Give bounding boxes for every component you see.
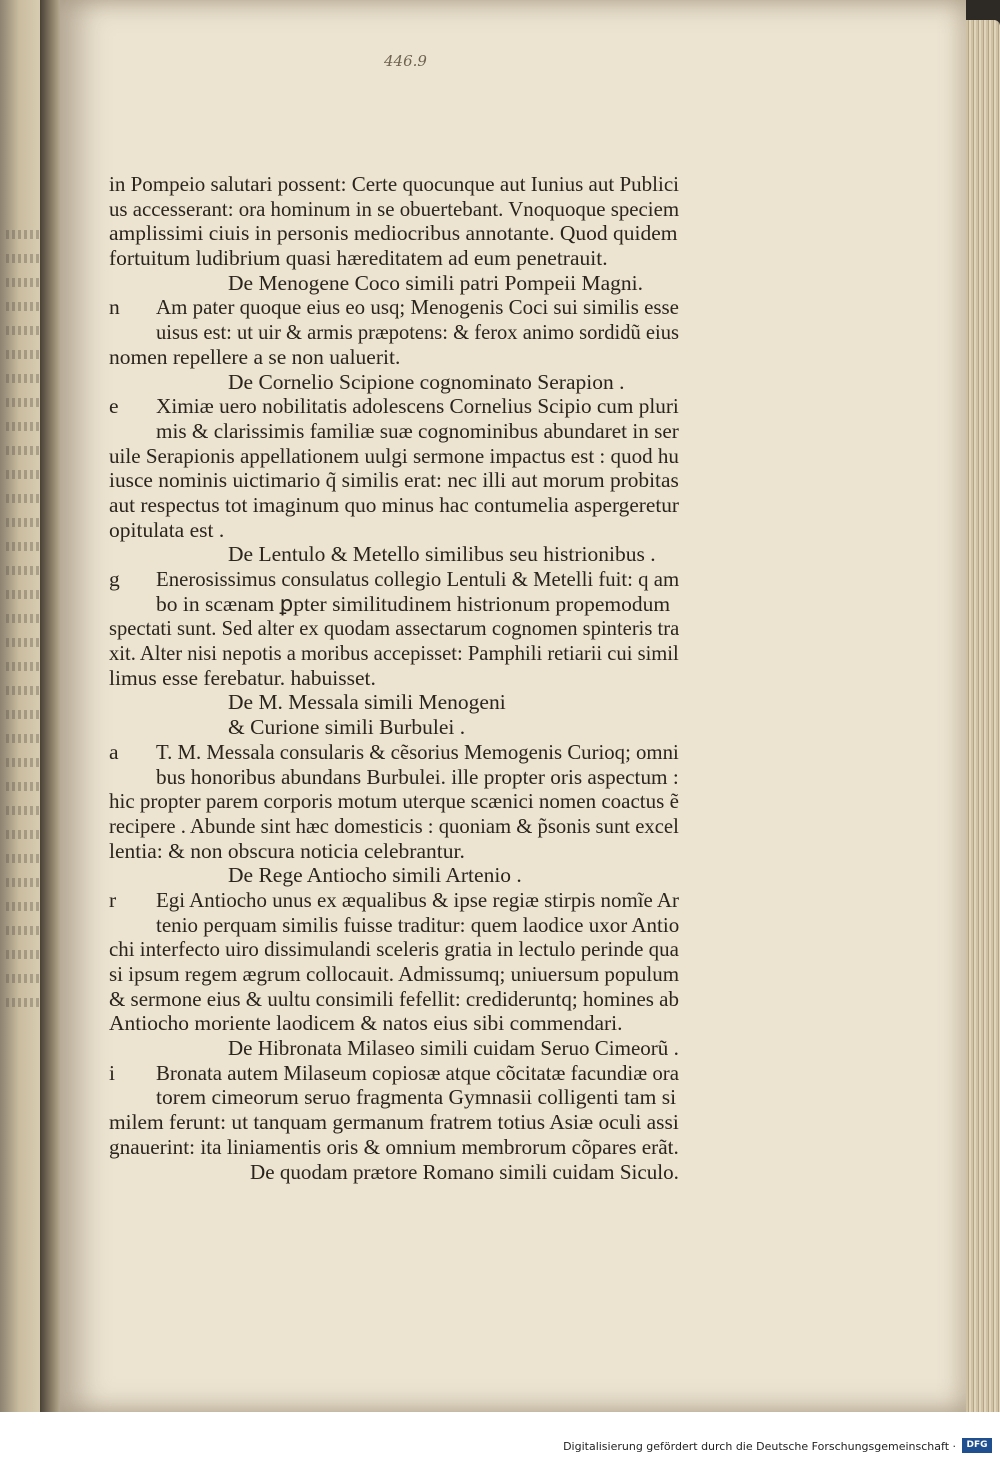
line-text: Ximiæ uero nobilitatis adolescens Cornelius Scipio cum pluri	[156, 394, 679, 419]
ghost-text	[6, 710, 42, 719]
ghost-text	[6, 758, 42, 767]
text-line	[109, 221, 679, 246]
line-text: iusce nominis uictimario q̃ similis erat: nec illi aut morum probitas	[109, 468, 679, 493]
line-text: De Lentulo & Metello similibus seu histrionibus .	[228, 542, 656, 567]
line-text: De Cornelio Scipione cognominato Serapion .	[228, 369, 625, 394]
line-text: Bronata autem Milaseum copiosæ atque cõcitatæ facundiæ ora	[156, 1060, 679, 1085]
line-text: xit. Alter nisi nepotis a moribus accepisset: Pamphili retiarii cui simil	[109, 641, 679, 666]
text-line	[109, 518, 679, 543]
chapter-heading	[109, 690, 679, 715]
line-text: bus honoribus abundans Burbulei. ille propter oris aspectum :	[156, 764, 679, 789]
text-line	[109, 246, 679, 271]
ghost-text	[6, 902, 42, 911]
ghost-text	[6, 470, 42, 479]
ghost-text	[6, 542, 42, 551]
line-text: mis & clarissimis familiæ suæ cognominibus abundaret in ser	[156, 418, 679, 443]
line-text: De quodam prætore Romano simili cuidam Siculo.	[250, 1159, 679, 1184]
ghost-text	[6, 446, 42, 455]
line-text: & sermone eius & uultu consimili fefellit: credideruntq; homines ab	[109, 986, 679, 1011]
line-text: us accesserant: ora hominum in se obuertebant. Vnoquoque speciem	[109, 196, 680, 221]
guide-letter: n	[109, 295, 120, 320]
text-line	[109, 1110, 679, 1135]
ghost-text	[6, 566, 42, 575]
line-text: Antiocho moriente laodicem & natos eius sibi commendari.	[109, 1011, 623, 1036]
line-text: recipere . Abunde sint hæc domesticis : quoniam & p̃sonis sunt excel	[109, 813, 679, 838]
text-line	[109, 592, 679, 617]
line-text: limus esse ferebatur. habuisset.	[109, 665, 376, 690]
chapter-heading	[109, 715, 679, 740]
text-line	[109, 666, 679, 691]
line-text: De Hibronata Milaseo simili cuidam Seruo Cimeorũ .	[228, 1036, 679, 1061]
text-line	[109, 962, 679, 987]
ghost-text	[6, 374, 42, 383]
ghost-text	[6, 326, 42, 335]
text-line	[109, 468, 679, 493]
line-text: opitulata est .	[109, 517, 225, 542]
chapter-heading	[109, 1160, 679, 1185]
ghost-text	[6, 806, 42, 815]
line-text: Egi Antiocho unus ex æqualibus & ipse regiæ stirpis nomĩe Ar	[156, 887, 679, 912]
line-text: T. M. Messala consularis & cẽsorius Memogenis Curioq; omni	[156, 739, 679, 764]
footer	[0, 1412, 1000, 1462]
line-text: torem cimeorum seruo fragmenta Gymnasii colligenti tam si	[156, 1085, 677, 1110]
text-block	[109, 172, 679, 1184]
text-line	[109, 789, 679, 814]
line-text: gnauerint: ita liniamentis oris & omnium membrorum cõpares erãt.	[109, 1134, 679, 1159]
line-text: fortuitum ludibrium quasi hæreditatem ad eum penetrauit.	[109, 246, 608, 271]
text-line	[109, 345, 679, 370]
ghost-text	[6, 350, 42, 359]
line-text: tenio perquam similis fuisse traditur: quem laodice uxor Antio	[156, 912, 680, 937]
line-text: De M. Messala simili Menogeni	[228, 690, 506, 715]
ghost-text	[6, 302, 42, 311]
text-line	[109, 1135, 679, 1160]
text-line	[109, 493, 679, 518]
line-text: Enerosissimus consulatus collegio Lentuli & Metelli fuit: q am	[156, 567, 680, 591]
ghost-text	[6, 494, 42, 503]
line-text: in Pompeio salutari possent: Certe quocunque aut Iunius aut Publici	[109, 172, 679, 196]
guide-letter: g	[109, 567, 120, 591]
guide-letter: e	[109, 394, 119, 419]
chapter-heading	[109, 863, 679, 888]
line-text: milem ferunt: ut tanquam germanum fratrem totius Asiæ oculi assi	[109, 1110, 679, 1135]
ghost-text	[6, 782, 42, 791]
text-line	[109, 1085, 679, 1110]
folio-number: 446.9	[384, 52, 427, 70]
ghost-text	[6, 638, 42, 647]
line-text: hic propter parem corporis motum uterque scænici nomen coactus ẽ	[109, 789, 679, 814]
ghost-text	[6, 998, 42, 1007]
text-line	[109, 172, 679, 197]
text-line	[109, 765, 679, 790]
ghost-text	[6, 974, 42, 983]
line-text: aut respectus tot imaginum quo minus hac contumelia aspergeretur	[109, 492, 679, 517]
line-text: De Menogene Coco simili patri Pompeii Magni.	[228, 270, 644, 295]
text-line	[109, 937, 679, 962]
line-text: lentia: & non obscura noticia celebrantur.	[109, 838, 465, 863]
guide-letter: i	[109, 1060, 115, 1085]
ghost-text	[6, 926, 42, 935]
text-line	[109, 740, 679, 765]
text-line	[109, 987, 679, 1012]
text-line	[109, 616, 679, 641]
text-line	[109, 641, 679, 666]
ghost-text	[6, 614, 42, 623]
ghost-text	[6, 830, 42, 839]
ghost-text	[6, 590, 42, 599]
line-text: nomen repellere a se non ualuerit.	[109, 344, 401, 369]
footer-credit: Digitalisierung gefördert durch die Deutsche Forschungsgemeinschaft ·	[563, 1440, 956, 1453]
chapter-heading	[109, 370, 679, 395]
text-line	[109, 888, 679, 913]
ghost-text	[6, 662, 42, 671]
ghost-text	[6, 950, 42, 959]
ghost-text	[6, 878, 42, 887]
ghost-text	[6, 854, 42, 863]
ghost-text	[6, 422, 42, 431]
ghost-text	[6, 518, 42, 527]
line-text: De Rege Antiocho simili Artenio .	[228, 863, 522, 888]
ghost-text	[6, 254, 42, 263]
ghost-text	[6, 686, 42, 695]
line-text: & Curione simili Burbulei .	[228, 715, 466, 740]
text-line	[109, 444, 679, 469]
text-line	[109, 839, 679, 864]
text-line	[109, 1011, 679, 1036]
guide-letter: a	[109, 739, 119, 764]
text-line	[109, 913, 679, 938]
ghost-text	[6, 230, 42, 239]
text-line	[109, 419, 679, 444]
text-line	[109, 814, 679, 839]
text-line	[109, 197, 679, 222]
chapter-heading	[109, 271, 679, 296]
ghost-text	[6, 398, 42, 407]
line-text: bo in scænam ꝑpter similitudinem histrionum propemodum	[156, 591, 671, 616]
line-text: chi interfecto uiro dissimulandi sceleris gratia in lectulo perinde qua	[109, 937, 679, 962]
text-line	[109, 1061, 679, 1086]
text-line	[109, 394, 679, 419]
line-text: si ipsum regem ægrum collocauit. Admissumq; uniuersum populum	[109, 962, 680, 986]
line-text: uile Serapionis appellationem uulgi sermone impactus est : quod hu	[109, 443, 679, 468]
line-text: uisus est: ut uir & armis præpotens: & ferox animo sordidũ eius	[156, 320, 679, 345]
text-line	[109, 295, 679, 320]
text-line	[109, 320, 679, 345]
line-text: Am pater quoque eius eo usq; Menogenis Coci sui similis esse	[156, 295, 679, 320]
chapter-heading	[109, 542, 679, 567]
line-text: spectati sunt. Sed alter ex quodam assectarum cognomen spinteris tra	[109, 616, 680, 641]
guide-letter: r	[109, 887, 117, 912]
ghost-text	[6, 278, 42, 287]
line-text: amplissimi ciuis in personis mediocribus annotante. Quod quidem	[109, 221, 678, 246]
chapter-heading	[109, 1036, 679, 1061]
text-line	[109, 567, 679, 592]
dfg-logo: DFG	[962, 1438, 992, 1453]
ghost-text	[6, 734, 42, 743]
fore-edge	[966, 20, 1000, 1412]
